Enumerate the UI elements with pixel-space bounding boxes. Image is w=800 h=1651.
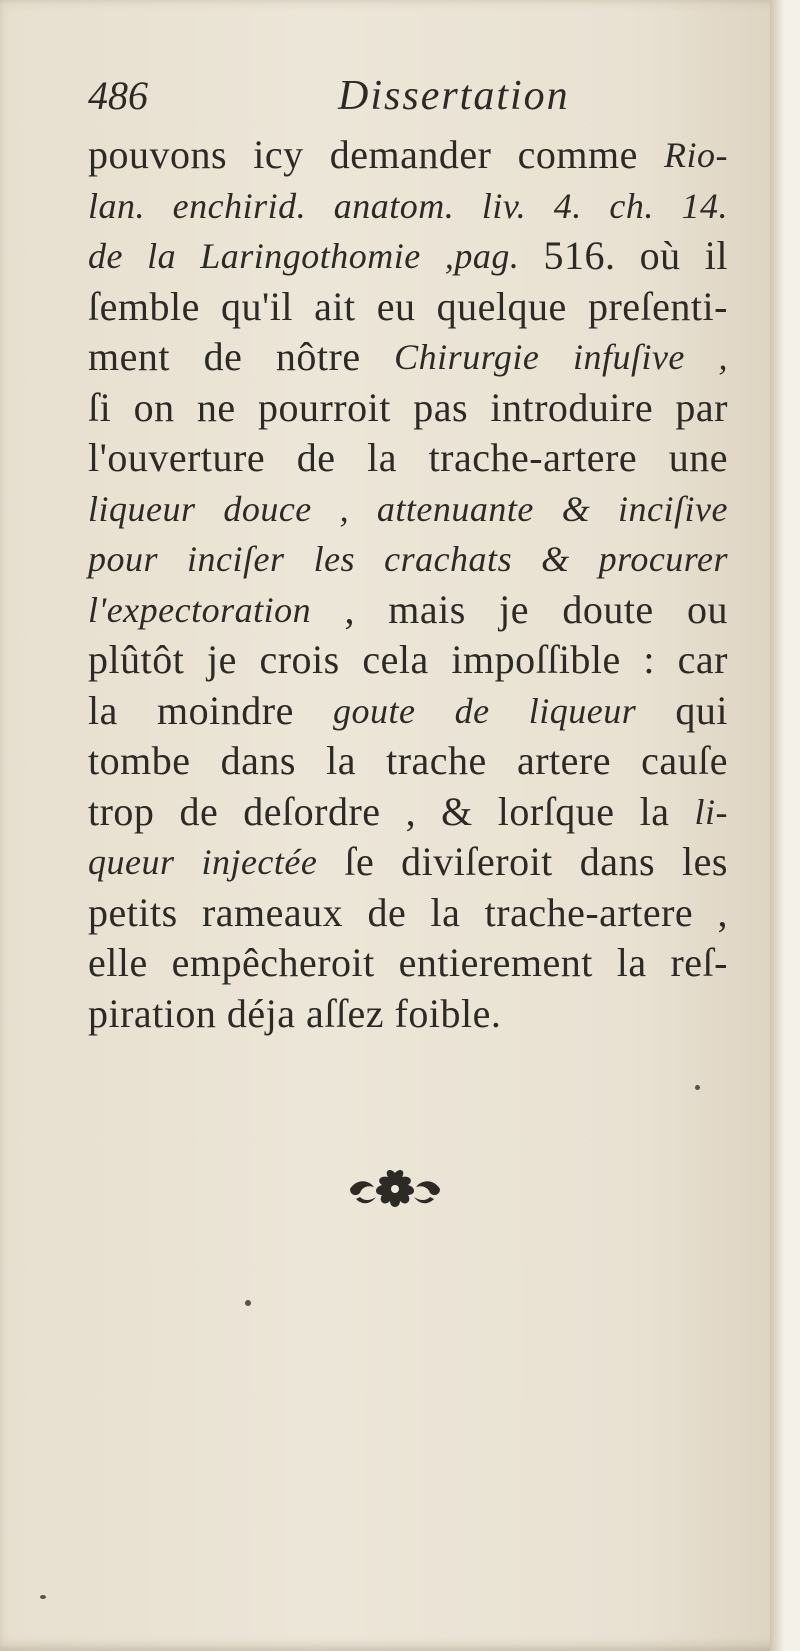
text-word: , bbox=[344, 586, 355, 632]
text-word: 14. bbox=[681, 185, 728, 226]
text-word: ait bbox=[314, 283, 356, 329]
running-title: Dissertation bbox=[338, 73, 570, 119]
text-word: quelque bbox=[436, 283, 567, 329]
text-word: par bbox=[675, 384, 728, 430]
text-word: introduire bbox=[490, 384, 654, 430]
text-word: mais bbox=[388, 586, 466, 632]
text-word: la bbox=[326, 738, 356, 783]
text-word: , bbox=[405, 788, 417, 834]
text-line bbox=[88, 585, 728, 636]
page-edge bbox=[770, 0, 785, 1651]
text-line bbox=[88, 433, 728, 484]
text-word: je bbox=[206, 637, 237, 682]
body-text bbox=[88, 130, 728, 1039]
text-word: entierement bbox=[398, 940, 593, 985]
text-word: ou bbox=[687, 586, 728, 632]
ink-speck bbox=[695, 1085, 700, 1090]
text-word: pourroit bbox=[257, 384, 391, 430]
text-word: inciſer bbox=[187, 539, 285, 579]
text-word: cauſe bbox=[641, 738, 728, 783]
running-head bbox=[88, 72, 648, 128]
text-word: pas bbox=[413, 384, 469, 430]
text-word: les bbox=[682, 839, 728, 884]
text-word: dans bbox=[579, 839, 656, 884]
ink-speck bbox=[40, 1595, 46, 1599]
text-word: de bbox=[179, 788, 219, 834]
text-word: doute bbox=[562, 586, 654, 632]
text-word: goute bbox=[332, 690, 416, 731]
text-word: de bbox=[88, 236, 123, 276]
text-line bbox=[88, 181, 728, 232]
text-word: : bbox=[643, 637, 656, 682]
text-word: douce bbox=[223, 488, 312, 529]
fleuron-ornament-icon bbox=[340, 1165, 450, 1215]
text-word: , bbox=[717, 889, 728, 935]
text-line bbox=[88, 231, 728, 282]
text-word: demander bbox=[329, 132, 492, 177]
page-number: 486 bbox=[88, 73, 148, 118]
text-word: la bbox=[88, 687, 118, 733]
text-word: aſſez bbox=[306, 990, 385, 1036]
text-word: lorſque bbox=[497, 788, 615, 834]
text-word: ,pag. bbox=[444, 236, 520, 276]
text-word: il bbox=[704, 233, 728, 278]
text-word: & bbox=[541, 539, 570, 579]
text-word: qu'il bbox=[221, 283, 293, 329]
text-word: liv. bbox=[481, 185, 527, 226]
text-line bbox=[88, 938, 728, 989]
text-line bbox=[88, 282, 728, 333]
text-word: deſordre bbox=[243, 788, 381, 834]
text-line bbox=[88, 332, 728, 383]
text-word: nôtre bbox=[275, 334, 361, 379]
text-word: , bbox=[718, 337, 728, 377]
text-word: icy bbox=[253, 132, 304, 177]
text-word: rameaux bbox=[201, 889, 344, 935]
text-word: reſ- bbox=[670, 940, 728, 985]
text-line bbox=[88, 534, 728, 585]
text-word: cela bbox=[362, 637, 429, 682]
text-word: car bbox=[677, 637, 728, 682]
text-word: ment bbox=[88, 334, 170, 379]
text-word: comme bbox=[517, 132, 638, 177]
text-line bbox=[88, 888, 728, 939]
text-word: li- bbox=[694, 791, 728, 832]
text-line bbox=[88, 383, 728, 434]
ink-speck bbox=[245, 1300, 251, 1306]
text-word: ch. bbox=[609, 185, 654, 226]
text-word: de bbox=[203, 334, 243, 379]
text-word: eu bbox=[376, 283, 416, 329]
text-word: infuſive bbox=[572, 337, 685, 377]
text-word: je bbox=[499, 586, 529, 632]
text-word: trache-artere bbox=[484, 889, 694, 935]
text-word: la bbox=[639, 788, 670, 834]
text-word: Rio- bbox=[664, 135, 728, 175]
text-word: la bbox=[430, 889, 461, 935]
text-word: Chirurgie bbox=[394, 337, 540, 377]
text-word: empêcheroit bbox=[171, 940, 375, 985]
text-word: qui bbox=[675, 687, 728, 733]
text-line bbox=[88, 736, 728, 787]
text-word: liqueur bbox=[88, 488, 196, 529]
text-word: de bbox=[367, 889, 407, 935]
text-word: on bbox=[133, 384, 175, 430]
text-word: moindre bbox=[157, 687, 294, 733]
text-line bbox=[88, 686, 728, 737]
text-word: lan. bbox=[88, 185, 146, 226]
text-word: la bbox=[616, 940, 647, 985]
text-word: preſenti- bbox=[587, 283, 728, 329]
text-word: piration bbox=[88, 990, 217, 1036]
text-word: ſemble bbox=[88, 283, 200, 329]
text-word: déja bbox=[226, 990, 296, 1036]
text-word: impoſſible bbox=[451, 637, 621, 682]
text-word: où bbox=[639, 233, 681, 278]
text-word: pouvons bbox=[88, 132, 228, 177]
text-word: ne bbox=[196, 384, 236, 430]
text-word: & bbox=[441, 788, 473, 834]
text-line bbox=[88, 837, 728, 888]
text-line bbox=[88, 989, 728, 1040]
text-word: trache bbox=[386, 738, 487, 783]
text-word: crachats bbox=[384, 539, 513, 579]
text-word: dans bbox=[220, 738, 296, 783]
text-word: la bbox=[147, 236, 177, 276]
text-word: queur bbox=[88, 842, 175, 882]
text-word: de bbox=[454, 690, 490, 731]
text-word: attenuante bbox=[376, 488, 534, 529]
text-word: inciſive bbox=[618, 488, 728, 529]
text-word: artere bbox=[516, 738, 611, 783]
text-word: trop bbox=[88, 788, 155, 834]
text-word: l'expectoration bbox=[88, 589, 312, 630]
text-line bbox=[88, 635, 728, 686]
text-word: & bbox=[561, 488, 591, 529]
text-word: foible. bbox=[394, 990, 502, 1036]
text-word: ſe bbox=[344, 839, 375, 884]
text-word: l'ouverture bbox=[88, 435, 266, 480]
text-word: 4. bbox=[553, 185, 582, 226]
text-word: trache-artere bbox=[428, 435, 638, 480]
text-word: plûtôt bbox=[88, 637, 185, 682]
text-line bbox=[88, 484, 728, 535]
text-word: enchirid. bbox=[172, 185, 307, 226]
text-word: petits bbox=[88, 889, 178, 935]
text-word: diviſeroit bbox=[401, 839, 553, 884]
text-word: Laringothomie bbox=[200, 236, 421, 276]
text-line bbox=[88, 787, 728, 838]
text-word: elle bbox=[88, 940, 148, 985]
text-word: injectée bbox=[201, 842, 318, 882]
text-word: procurer bbox=[598, 539, 728, 579]
text-word: 516. bbox=[543, 233, 616, 278]
text-word: anatom. bbox=[333, 185, 455, 226]
text-word: ſi bbox=[88, 384, 112, 430]
text-word: pour bbox=[88, 539, 159, 579]
text-word: crois bbox=[259, 637, 340, 682]
text-word: une bbox=[668, 435, 728, 480]
text-word: les bbox=[313, 539, 356, 579]
text-word: liqueur bbox=[528, 690, 637, 731]
text-word: , bbox=[339, 488, 350, 529]
text-line bbox=[88, 130, 728, 181]
text-word: tombe bbox=[88, 738, 191, 783]
text-word: de bbox=[296, 435, 336, 480]
text-word: la bbox=[367, 435, 397, 480]
